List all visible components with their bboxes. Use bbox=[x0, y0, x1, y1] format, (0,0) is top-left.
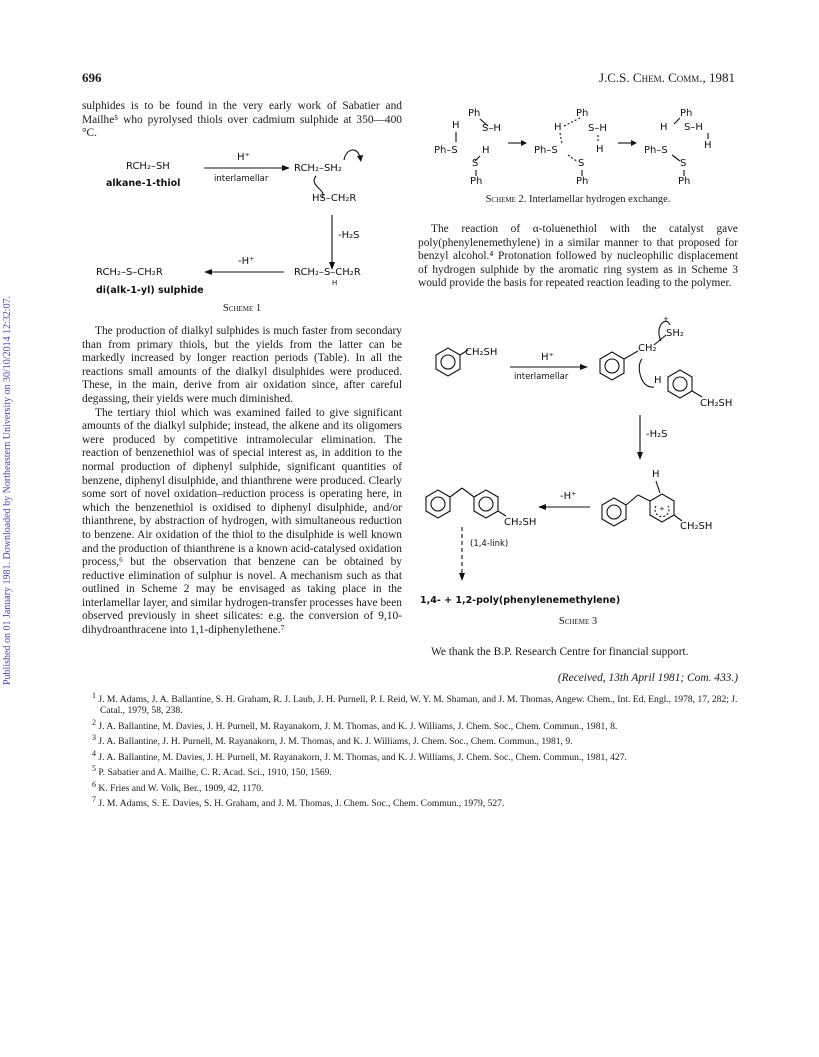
s3-ch2sh-1: CH₂SH bbox=[465, 347, 498, 358]
reference-number: 4 bbox=[92, 748, 96, 758]
s1-deprotonation: -H⁺ bbox=[238, 256, 255, 267]
scheme-2-caption-label: Scheme 2. bbox=[485, 194, 527, 205]
reference-text: K. Fries and W. Volk, Ber., 1909, 42, 1170. bbox=[98, 782, 264, 794]
s3-plus-1: + bbox=[663, 315, 669, 323]
scheme-1-caption: Scheme 1 bbox=[222, 303, 262, 314]
s2-a-ph: Ph bbox=[468, 108, 481, 119]
reference-item bbox=[82, 717, 738, 732]
reference-text: J. A. Ballantine, J. H. Purnell, M. Rayanakorn, J. M. Thomas, and K. J. Williams, J. Chem. Soc., Chem. Commun., 1981, 9. bbox=[98, 736, 573, 748]
s3-ring-6 bbox=[426, 490, 450, 518]
s1-sulphonium-h: H bbox=[332, 279, 338, 287]
s3-ring-1 bbox=[436, 348, 460, 376]
s1-reactant: RCH₂–SH bbox=[126, 161, 170, 172]
reference-text: J. A. Ballantine, M. Davies, J. H. Purnell, M. Rayanakorn, J. M. Thomas, and K. J. Williams, J. Chem. Soc., Chem. Commun., 1981, 427. bbox=[98, 751, 627, 763]
s3-ring-6-inner bbox=[431, 497, 445, 511]
s3-deprotonation: -H⁺ bbox=[560, 491, 577, 502]
s2-a-sh: S–H bbox=[482, 123, 501, 134]
s2-b-dash1 bbox=[564, 118, 580, 126]
s3-ring-2-inner bbox=[605, 359, 619, 373]
reference-number: 7 bbox=[92, 795, 96, 805]
s2-c-h2: H bbox=[704, 140, 712, 151]
scheme-2-caption bbox=[418, 194, 738, 205]
s1-catalyst-note: interlamellar bbox=[214, 174, 269, 184]
s2-c-bond1 bbox=[674, 118, 680, 124]
s2-b-ph2: Ph bbox=[576, 176, 589, 186]
right-body bbox=[418, 223, 738, 291]
reference-number: 3 bbox=[92, 733, 96, 743]
left-paragraph-1: The production of dialkyl sulphides is much faster from secondary than from primary thiols, but the yields from the latter can be markedly increased by longer reaction periods (Table). In all the reactions small amounts of the dialkyl disulphides were produced. These, in the main, derive from air oxidation since, after careful degassing, their yields were much diminished. bbox=[82, 325, 402, 405]
journal-header: J.C.S. Chem. Comm., 1981 bbox=[598, 70, 735, 85]
s3-bond-9 bbox=[450, 488, 462, 497]
scheme-3-caption: Scheme 3 bbox=[558, 616, 598, 627]
s1-product: RCH₂–S–CH₂R bbox=[96, 267, 163, 278]
s3-plus-2: + bbox=[659, 505, 665, 513]
s2-a-ph2: Ph bbox=[470, 176, 483, 186]
s2-arrow-1-head bbox=[521, 140, 527, 146]
reference-text: J. M. Adams, S. E. Davies, S. H. Graham, and J. M. Thomas, J. Chem. Soc., Chem. Commun., 1979, 527. bbox=[98, 798, 505, 810]
s3-ring-4 bbox=[602, 498, 626, 526]
received-note: (Received, 13th April 1981; Com. 433.) bbox=[557, 672, 738, 684]
acknowledgement-text: We thank the B.P. Research Centre for financial support. bbox=[431, 646, 689, 658]
reference-item bbox=[82, 748, 738, 763]
scheme-3-diagram bbox=[418, 305, 738, 610]
s2-c-phs: Ph–S bbox=[644, 145, 668, 156]
references bbox=[82, 690, 738, 810]
s2-c-sh: S–H bbox=[684, 122, 703, 133]
s3-ring-3 bbox=[668, 370, 692, 398]
reference-number: 2 bbox=[92, 717, 96, 727]
scheme-2-caption-text: Interlamellar hydrogen exchange. bbox=[529, 194, 671, 205]
reference-text: P. Sabatier and A. Mailhe, C. R. Acad. Sci., 1910, 150, 1569. bbox=[98, 767, 332, 779]
s3-arrow-polymer-head bbox=[459, 573, 465, 581]
download-note bbox=[2, 225, 14, 685]
s3-bond-11 bbox=[498, 511, 506, 516]
s3-polymer: 1,4- + 1,2-poly(phenylenemethylene) bbox=[420, 595, 621, 606]
s1-attacker: HS–CH₂R bbox=[312, 193, 357, 204]
s1-sulphonium: RCH₂–S–CH₂R bbox=[294, 267, 361, 278]
s3-catalyst-note: interlamellar bbox=[514, 372, 569, 382]
reference-text: J. A. Ballantine, M. Davies, J. H. Purnell, M. Rayanakorn, J. M. Thomas, and K. J. Williams, J. Chem. Soc., Chem. Commun., 1981, 8. bbox=[98, 720, 618, 732]
s2-b-h2: H bbox=[596, 144, 604, 155]
left-paragraph-2: The tertiary thiol which was examined failed to give significant amounts of the dialkyl sulphide; instead, the alkene and its oligomers were produced by competitive intramolecular elimination. The reaction of benzenethiol was of special interest as, in addition to the normal production of diphenyl sulphide, significant quantities of benzene, diphenyl disulphide, and thianthrene were produced. Clearly some sort of novel oxidation–reduction process is operating here, in which the benzenethiol is oxidised to diphenyl disulphide, and/or thianthrene, by abstraction of hydrogen, with simultaneous reduction to benzene. Air oxidation of the thiol to the disulphide is well known and the production of thianthrene is a known acid-catalysed oxidation process,⁶ but the observation that benzene can be obtained by reductive elimination of sulphur is novel. A mechanism such as that outlined in Scheme 2 may be envisaged as taking place in the interlamellar layer, and similar hydrogen-transfer processes have been observed previously in sheet silicates: e.g. the conversion of 9,10-dihydroanthracene into 1,1-diphenylethene.⁷ bbox=[82, 406, 402, 637]
s3-bond-6 bbox=[638, 495, 650, 501]
right-paragraph: The reaction of α-toluenethiol with the catalyst gave poly(phenylenemethylene) in a similar manner to that proposed for benzyl alcohol.⁴ Protonation followed by nucleophilic displacement of hydrogen sulphide by the aromatic ring system as in Scheme 3 would provide the basis for repeated reaction leading to the polymer. bbox=[418, 223, 738, 290]
scheme-1-diagram bbox=[82, 140, 402, 316]
s3-bond-4 bbox=[692, 391, 702, 397]
s3-h-1: H bbox=[654, 375, 662, 386]
s1-arrow-right-head bbox=[282, 165, 290, 171]
s3-bond-7 bbox=[656, 481, 660, 493]
reference-number: 1 bbox=[92, 691, 96, 700]
s3-arrow-1-head bbox=[580, 364, 588, 370]
s3-ring-7-inner bbox=[479, 497, 493, 511]
s2-b-sh: S–H bbox=[588, 123, 607, 134]
s3-arrow-down-head bbox=[637, 452, 643, 460]
s2-b-s: S bbox=[578, 158, 585, 169]
s3-ch2sh-4: CH₂SH bbox=[504, 517, 537, 528]
reference-item bbox=[82, 732, 738, 747]
s3-bond-2 bbox=[624, 351, 638, 359]
s1-arrow-left-head bbox=[204, 269, 212, 275]
page-number: 696 bbox=[82, 70, 102, 85]
acknowledgement bbox=[418, 646, 738, 660]
s3-h-2: H bbox=[652, 469, 660, 480]
s3-ch2sh-3: CH₂SH bbox=[680, 521, 713, 532]
s1-curly-arrow bbox=[344, 150, 360, 160]
s3-bond-10 bbox=[462, 488, 474, 497]
s2-a-h1: H bbox=[452, 120, 460, 131]
s3-ch2sh-2: CH₂SH bbox=[700, 398, 733, 409]
s3-ring-7 bbox=[474, 490, 498, 518]
s3-ring-3-inner bbox=[673, 377, 687, 391]
s2-c-ph2: Ph bbox=[678, 176, 691, 186]
s2-a-s: S bbox=[472, 158, 479, 169]
s2-c-bond3 bbox=[672, 155, 680, 161]
left-body bbox=[82, 325, 402, 638]
reference-number: 6 bbox=[92, 779, 96, 789]
s3-loss: -H₂S bbox=[646, 429, 668, 440]
s2-c-h1: H bbox=[660, 122, 668, 133]
s2-a-h2: H bbox=[482, 145, 490, 156]
intro-paragraph: sulphides is to be found in the very early work of Sabatier and Mailhe⁵ who pyrolysed thiols over cadmium sulphide at 350—400 °C. bbox=[82, 100, 402, 140]
s3-curly-arrow-2 bbox=[639, 359, 654, 387]
s3-ring-1-inner bbox=[441, 355, 455, 369]
s3-catalyst: H⁺ bbox=[541, 352, 554, 363]
s2-b-phs: Ph–S bbox=[534, 145, 558, 156]
reference-number: 5 bbox=[92, 764, 96, 774]
s2-b-ph: Ph bbox=[576, 108, 589, 119]
reference-text: J. M. Adams, J. A. Ballantine, S. H. Graham, R. J. Laub, J. H. Purnell, P. I. Reid, W. Y. M. Shaman, and J. M. Thomas, Angew. Chem., Int. Ed. Engl., 1978, 17, 282; J. Catal., 1979, 58, 238. bbox=[98, 694, 738, 717]
s3-arrow-left-head bbox=[538, 504, 546, 510]
download-note-text: Published on 01 January 1981. Downloaded by Northeastern University on 30/10/2014 12:32:07. bbox=[2, 295, 13, 685]
s3-sh2: SH₂ bbox=[666, 328, 684, 339]
s2-b-dash2 bbox=[560, 133, 562, 144]
reference-item bbox=[82, 690, 738, 717]
s1-product-name: di(alk-1-yl) sulphide bbox=[96, 285, 204, 296]
s2-c-s: S bbox=[680, 158, 687, 169]
reference-item bbox=[82, 779, 738, 794]
reference-item bbox=[82, 763, 738, 778]
s1-intermediate: RCH₂–SH₂ bbox=[294, 163, 342, 174]
s3-ring-2 bbox=[600, 352, 624, 380]
s3-link-note: (1,4-link) bbox=[470, 539, 509, 549]
s3-bond-5 bbox=[626, 495, 638, 505]
s2-c-ph: Ph bbox=[680, 108, 693, 119]
s1-loss: -H₂S bbox=[338, 230, 360, 241]
s2-a-phs: Ph–S bbox=[434, 145, 458, 156]
s2-arrow-2-head bbox=[631, 140, 637, 146]
s3-ring-4-inner bbox=[607, 505, 621, 519]
scheme-2-diagram bbox=[418, 100, 738, 186]
reference-item bbox=[82, 794, 738, 809]
s1-catalyst: H⁺ bbox=[237, 152, 250, 163]
s1-reactant-name: alkane-1-thiol bbox=[106, 178, 181, 189]
s1-curly-arrow-head bbox=[357, 155, 363, 162]
s2-b-dash4 bbox=[568, 155, 578, 162]
left-intro bbox=[82, 100, 402, 141]
s2-b-h1: H bbox=[554, 122, 562, 133]
s3-ch2: CH₂ bbox=[638, 343, 657, 354]
